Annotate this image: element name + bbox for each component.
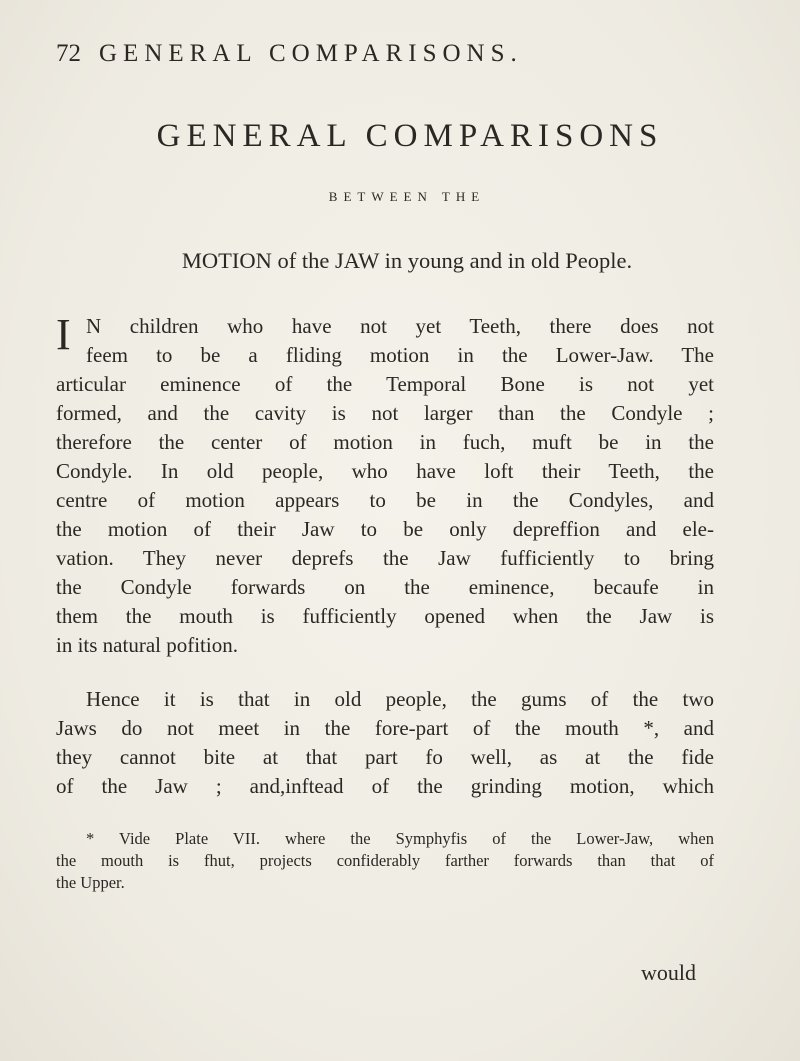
footnote-line: the mouth is fhut, projects confiderably farther forwards than that of bbox=[56, 851, 714, 870]
body-line: Condyle. In old people, who have loft their Teeth, the bbox=[56, 459, 714, 483]
body-line: the motion of their Jaw to be only depreffion and ele- bbox=[56, 517, 714, 541]
body-line: N children who have not yet Teeth, there does not bbox=[86, 314, 714, 338]
drop-cap: I bbox=[56, 310, 71, 359]
body-line: formed, and the cavity is not larger than the Condyle ; bbox=[56, 401, 714, 425]
catchword: would bbox=[641, 960, 696, 985]
body-line: Jaws do not meet in the fore-part of the mouth *, and bbox=[56, 716, 714, 740]
body-line: them the mouth is fufficiently opened when the Jaw is bbox=[56, 604, 714, 628]
body-line: in its natural pofition. bbox=[56, 633, 238, 657]
chapter-subtitle: MOTION of the JAW in young and in old People. bbox=[181, 248, 633, 273]
body-line: therefore the center of motion in fuch, muft be in the bbox=[56, 430, 714, 454]
body-line: centre of motion appears to be in the Condyles, and bbox=[56, 488, 714, 512]
body-line: of the Jaw ; and,inftead of the grinding motion, which bbox=[56, 774, 714, 798]
title-connector: BETWEEN THE bbox=[328, 189, 486, 204]
running-head-text: GENERAL COMPARISONS. bbox=[99, 40, 523, 67]
footnote-line: the Upper. bbox=[56, 873, 125, 892]
body-line: vation. They never deprefs the Jaw fufficiently to bring bbox=[56, 546, 714, 570]
chapter-title: GENERAL COMPARISONS bbox=[156, 118, 664, 154]
body-line: they cannot bite at that part fo well, as at the fide bbox=[56, 745, 714, 769]
body-line: Hence it is that in old people, the gums of the two bbox=[86, 687, 714, 711]
page-number: 72 bbox=[56, 40, 81, 67]
body-line: articular eminence of the Temporal Bone is not yet bbox=[56, 372, 714, 396]
running-head bbox=[56, 40, 523, 68]
body-line: feem to be a fliding motion in the Lower-Jaw. The bbox=[86, 343, 714, 367]
body-line: the Condyle forwards on the eminence, becaufe in bbox=[56, 575, 714, 599]
footnote-line: * Vide Plate VII. where the Symphyfis of the Lower-Jaw, when bbox=[86, 829, 714, 848]
